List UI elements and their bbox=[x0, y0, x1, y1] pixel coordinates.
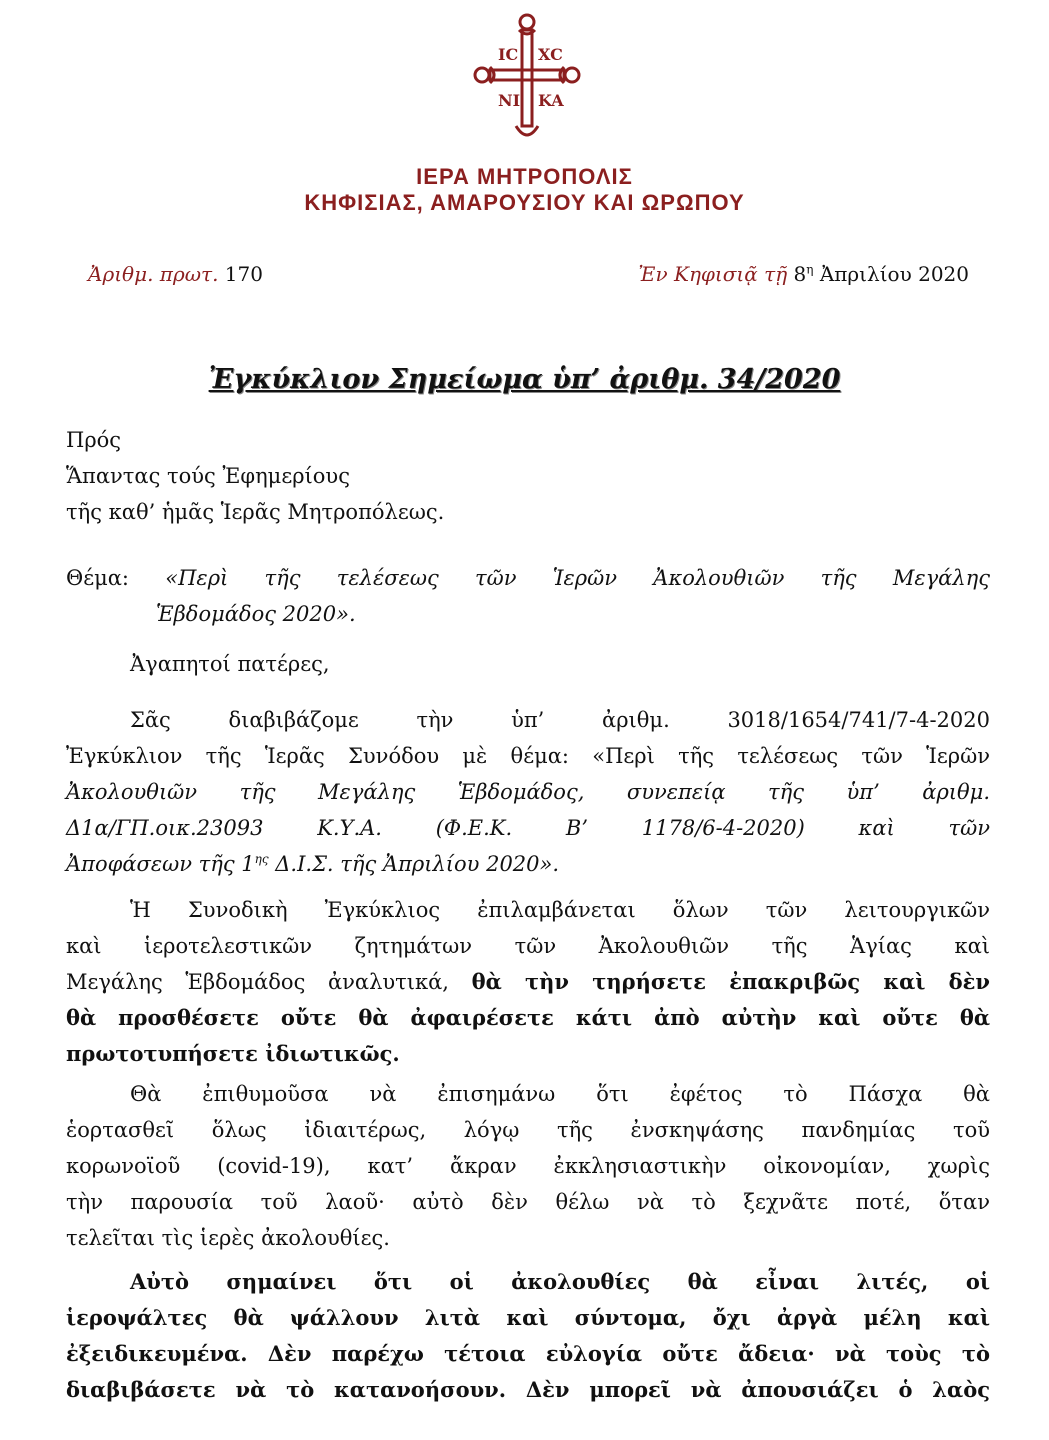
metropolis-seal bbox=[472, 8, 582, 148]
paragraph-3 bbox=[66, 1076, 990, 1256]
paragraph-line: Αὐτὸ σημαίνει ὅτι οἱ ἀκολουθίες θὰ εἶναι λιτές, οἱ bbox=[130, 1269, 990, 1294]
subject-label: Θέμα: bbox=[66, 566, 129, 590]
date-month-year: Ἀπριλίου 2020 bbox=[819, 262, 969, 286]
date-prefix: Ἐν Κηφισιᾷ τῇ bbox=[638, 262, 788, 286]
document-title: Ἐγκύκλιον Σημείωμα ὑπ’ ἀριθμ. 34/2020 bbox=[208, 364, 841, 395]
header-metropolis: ΙΕΡΑ ΜΗΤΡΟΠΟΛΙΣ bbox=[416, 164, 633, 189]
paragraph-line: ἑορτασθεῖ ὅλως ἰδιαιτέρως, λόγῳ τῆς ἐνσκηψάσης πανδημίας τοῦ bbox=[66, 1118, 990, 1142]
paragraph-line: τελεῖται τὶς ἱερὲς ἀκολουθίες. bbox=[66, 1226, 390, 1250]
paragraph-line: Ἐγκύκλιον τῆς Ἱερᾶς Συνόδου μὲ θέμα: «Περὶ τῆς τελέσεως τῶν Ἱερῶν bbox=[66, 744, 990, 768]
paragraph-line: τὴν παρουσία τοῦ λαοῦ· αὐτὸ δὲν θέλω νὰ τὸ ξεχνᾶτε ποτέ, ὅταν bbox=[66, 1190, 990, 1214]
subject-text: «Περὶ τῆς τελέσεως τῶν Ἱερῶν Ἀκολουθιῶν τῆς Μεγάλης bbox=[165, 566, 990, 590]
subject-line-2: Ἑβδομάδος 2020». bbox=[156, 602, 356, 626]
paragraph-line: Θὰ ἐπιθυμοῦσα νὰ ἐπισημάνω ὅτι ἐφέτος τὸ Πάσχα θὰ bbox=[130, 1082, 990, 1106]
protocol-label: Ἀριθμ. πρωτ. bbox=[88, 262, 219, 286]
paragraph-line: Δ1α/ΓΠ.οικ.23093 Κ.Υ.Α. (Φ.Ε.Κ. Β’ 1178/6-4-2020) καὶ τῶν bbox=[66, 816, 990, 840]
paragraph-line: ἱεροψάλτες θὰ ψάλλουν λιτὰ καὶ σύντομα, ὄχι ἀργὰ μέλη καὶ bbox=[66, 1305, 990, 1330]
recipient-line: Πρός bbox=[66, 428, 122, 452]
seal-letters-ni: NI bbox=[498, 91, 521, 110]
recipients-block bbox=[66, 422, 990, 530]
paragraph-line: κορωνοϊοῦ (covid-19), κατ’ ἄκραν ἐκκλησιαστικὴν οἰκονομίαν, χωρὶς bbox=[66, 1154, 990, 1178]
document-date bbox=[638, 262, 969, 286]
paragraph-line: Σᾶς διαβιβάζομε τὴν ὑπ’ ἀριθμ. 3018/1654/741/7-4-2020 bbox=[130, 708, 990, 732]
recipient-line: Ἅπαντας τούς Ἐφημερίους bbox=[66, 464, 350, 488]
paragraph-2 bbox=[66, 892, 990, 1072]
paragraph-line: Ἡ Συνοδικὴ Ἐγκύκλιος ἐπιλαμβάνεται ὅλων τῶν λειτουργικῶν bbox=[130, 898, 990, 922]
subject-block bbox=[66, 560, 990, 632]
paragraph-4 bbox=[66, 1264, 990, 1408]
paragraph-line: Ἀκολουθιῶν τῆς Μεγάλης Ἑβδομάδος, συνεπείᾳ τῆς ὑπ’ ἀριθμ. bbox=[66, 780, 990, 804]
paragraph-line: πρωτοτυπήσετε ἰδιωτικῶς. bbox=[66, 1041, 400, 1066]
subject-line-1 bbox=[66, 560, 990, 596]
seal-letters-xc: XC bbox=[538, 45, 563, 64]
seal-letters-ka: KA bbox=[538, 91, 564, 110]
header-region: ΚΗΦΙΣΙΑΣ, ΑΜΑΡΟΥΣΙΟΥ ΚΑΙ ΩΡΩΠΟΥ bbox=[304, 190, 745, 215]
seal-letters-ic: IC bbox=[498, 45, 519, 64]
paragraph-line: Ἀποφάσεων τῆς $1^{\eta\varsigma}$ Δ.Ι.Σ. τῆς Ἀπριλίου 2020». bbox=[66, 852, 560, 876]
cross-seal-icon bbox=[472, 8, 582, 148]
recipient-line: τῆς καθ’ ἡμᾶς Ἱερᾶς Μητροπόλεως. bbox=[66, 500, 445, 524]
paragraph-line: Μεγάλης Ἑβδομάδος ἀναλυτικά, θὰ τὴν τηρήσετε ἐπακριβῶς καὶ δὲν bbox=[66, 969, 990, 994]
paragraph-1 bbox=[66, 702, 990, 882]
date-day: $8^\eta$ bbox=[793, 262, 814, 286]
paragraph-line: καὶ ἱεροτελεστικῶν ζητημάτων τῶν Ἀκολουθιῶν τῆς Ἁγίας καὶ bbox=[66, 934, 990, 958]
paragraph-line: θὰ προσθέσετε οὔτε θὰ ἀφαιρέσετε κάτι ἀπὸ αὐτὴν καὶ οὔτε θὰ bbox=[66, 1005, 990, 1030]
greeting: Ἀγαπητοί πατέρες, bbox=[130, 652, 330, 676]
protocol-value: 170 bbox=[224, 262, 263, 286]
paragraph-line: διαβιβάσετε νὰ τὸ κατανοήσουν. Δὲν μπορεῖ νὰ ἀπουσιάζει ὁ λαὸς bbox=[66, 1377, 990, 1402]
protocol-number bbox=[88, 262, 263, 286]
paragraph-line: ἐξειδικευμένα. Δὲν παρέχω τέτοια εὐλογία οὔτε ἄδεια· νὰ τοὺς τὸ bbox=[66, 1341, 990, 1366]
